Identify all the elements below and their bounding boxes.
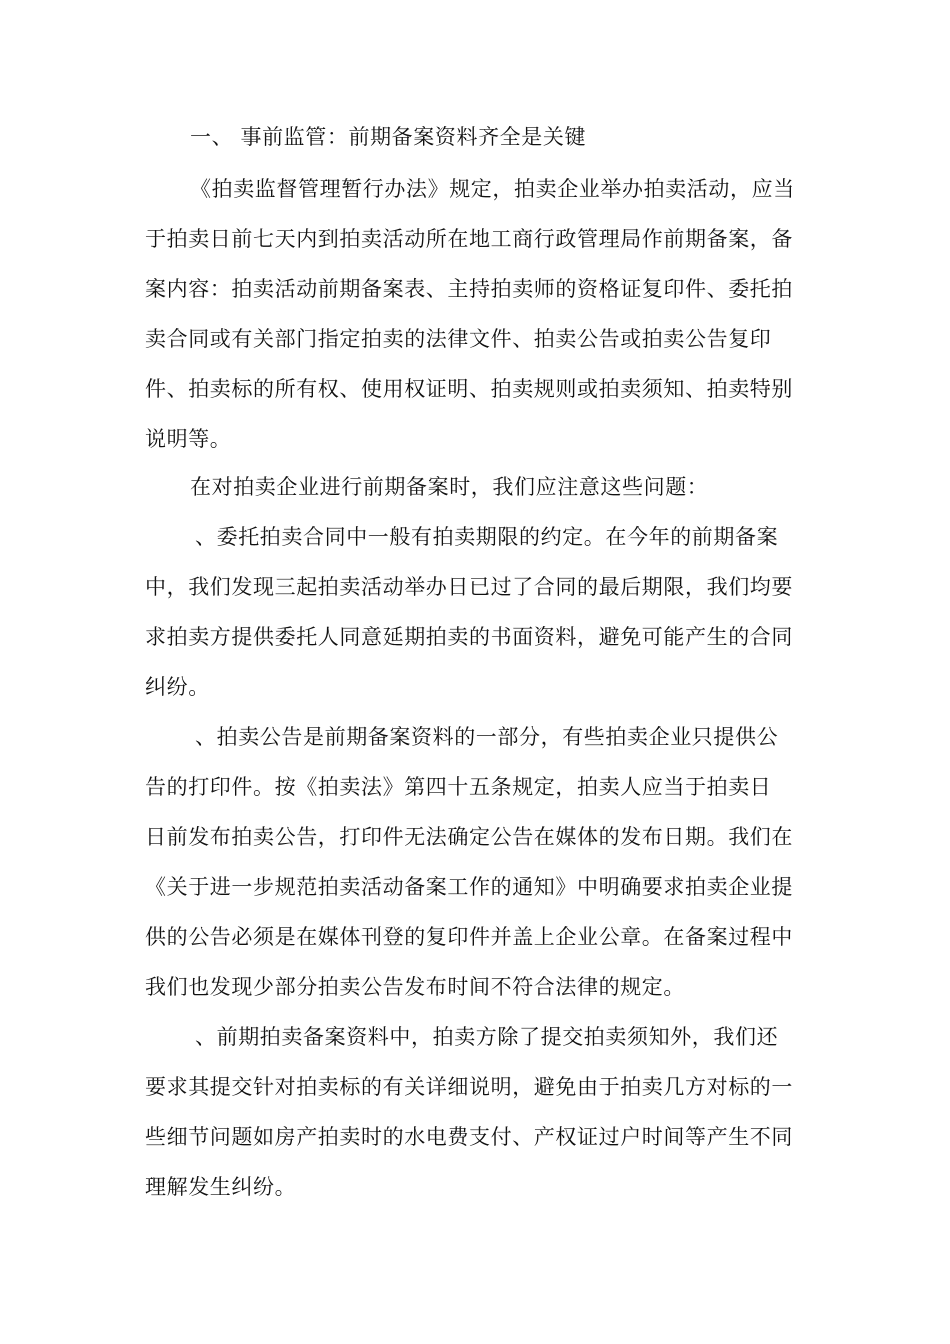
item-3-line-3: 些细节问题如房产拍卖时的水电费支付、产权证过户时间等产生不同 [145, 1125, 793, 1149]
item-2-line-3: 日前发布拍卖公告，打印件无法确定公告在媒体的发布日期。我们在 [145, 825, 793, 849]
paragraph-2-line-1: 在对拍卖企业进行前期备案时，我们应注意这些问题： [190, 475, 709, 499]
item-2-line-1: 、拍卖公告是前期备案资料的一部分，有些拍卖企业只提供公 [195, 725, 779, 749]
paragraph-1-line-3: 案内容：拍卖活动前期备案表、主持拍卖师的资格证复印件、委托拍 [145, 277, 793, 301]
item-1-line-1: 、委托拍卖合同中一般有拍卖期限的约定。在今年的前期备案 [195, 525, 779, 549]
paragraph-1-line-2: 于拍卖日前七天内到拍卖活动所在地工商行政管理局作前期备案，备 [145, 227, 793, 251]
section-heading: 一、 事前监管：前期备案资料齐全是关键 [190, 125, 587, 149]
item-1-line-4: 纠纷。 [145, 675, 210, 699]
item-3-line-4: 理解发生纠纷。 [145, 1175, 297, 1199]
paragraph-1-line-5: 件、拍卖标的所有权、使用权证明、拍卖规则或拍卖须知、拍卖特别 [145, 377, 793, 401]
paragraph-1-line-4: 卖合同或有关部门指定拍卖的法律文件、拍卖公告或拍卖公告复印 [145, 327, 772, 351]
item-2-line-6: 我们也发现少部分拍卖公告发布时间不符合法律的规定。 [145, 975, 685, 999]
item-2-line-4: 《关于进一步规范拍卖活动备案工作的通知》中明确要求拍卖企业提 [145, 875, 793, 899]
item-1-line-2: 中，我们发现三起拍卖活动举办日已过了合同的最后期限，我们均要 [145, 575, 793, 599]
item-3-line-1: 、前期拍卖备案资料中，拍卖方除了提交拍卖须知外，我们还 [195, 1025, 779, 1049]
item-2-line-2: 告的打印件。按《拍卖法》第四十五条规定，拍卖人应当于拍卖日 [145, 775, 772, 799]
item-2-line-5: 供的公告必须是在媒体刊登的复印件并盖上企业公章。在备案过程中 [145, 925, 793, 949]
item-3-line-2: 要求其提交针对拍卖标的有关详细说明，避免由于拍卖几方对标的一 [145, 1075, 793, 1099]
paragraph-1-line-6: 说明等。 [145, 427, 232, 451]
item-1-line-3: 求拍卖方提供委托人同意延期拍卖的书面资料，避免可能产生的合同 [145, 625, 793, 649]
paragraph-1-line-1: 《拍卖监督管理暂行办法》规定，拍卖企业举办拍卖活动，应当 [190, 177, 795, 201]
